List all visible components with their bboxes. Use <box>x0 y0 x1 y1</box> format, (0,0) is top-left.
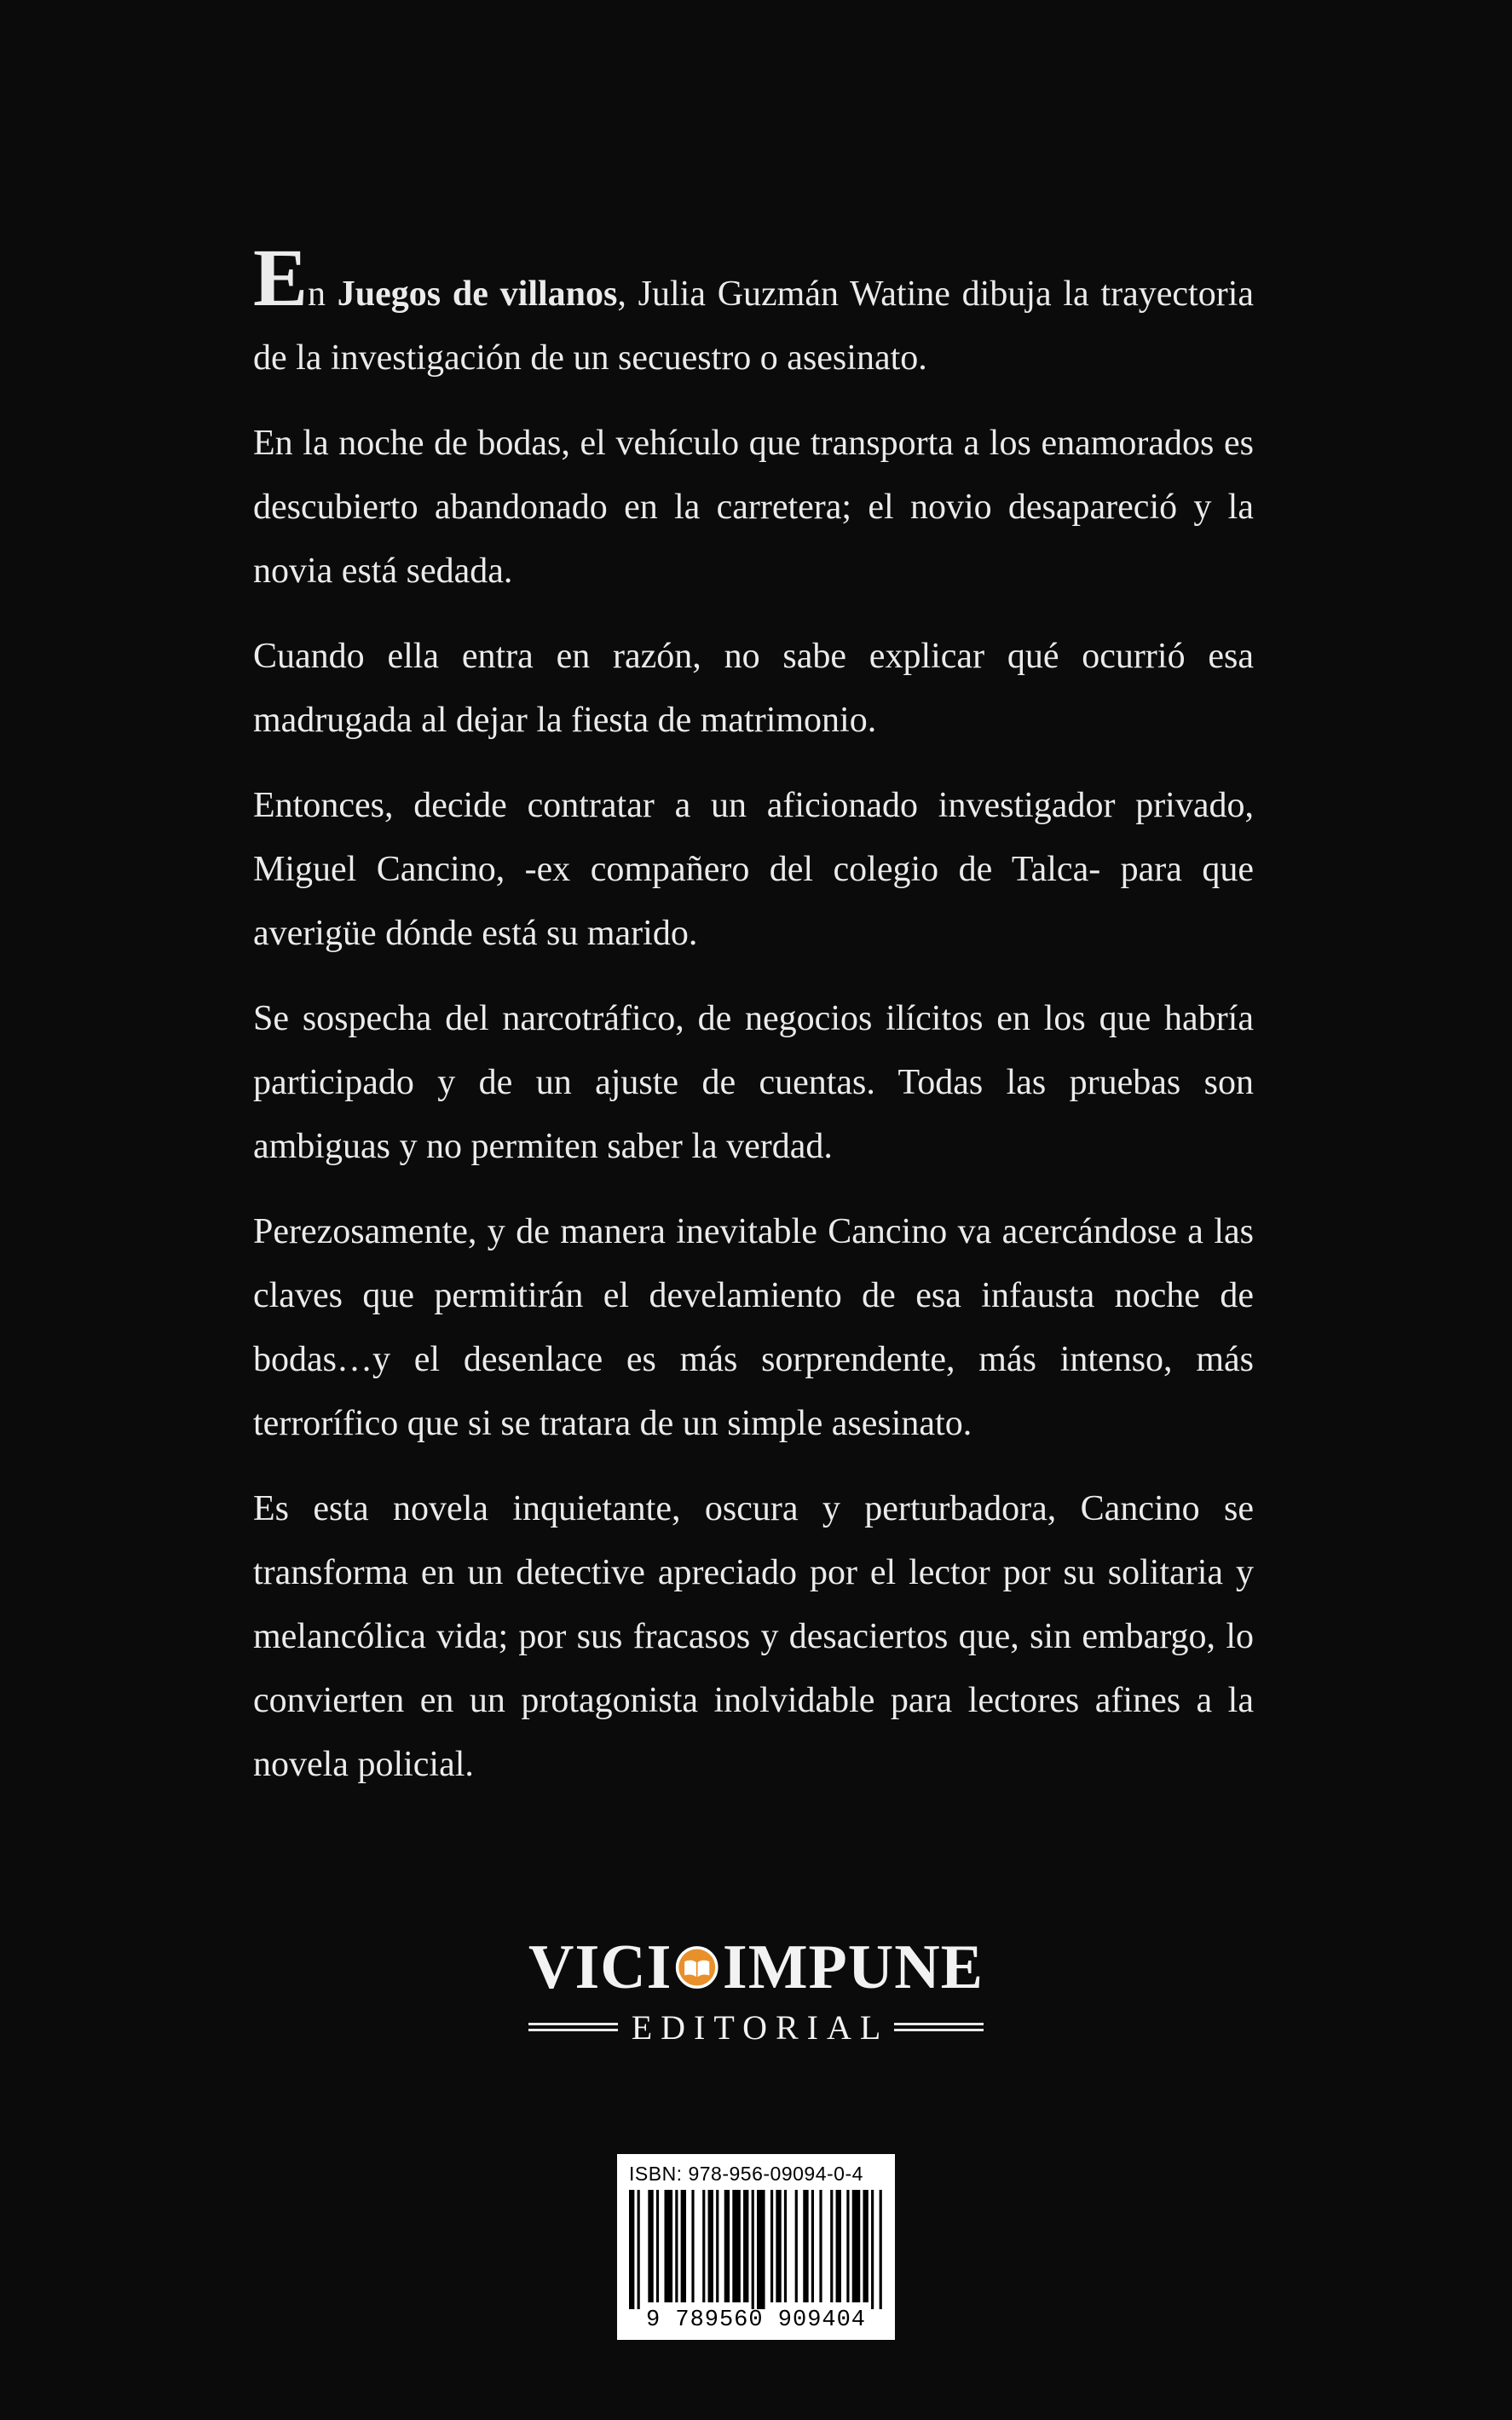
barcode-bar <box>752 2190 754 2309</box>
barcode-bar <box>702 2190 705 2302</box>
blurb-paragraph-2: En la noche de bodas, el vehículo que transporta a los enamorados es descubierto abandonado en la carretera; el novio desapareció y la novia está sedada. <box>253 424 1254 591</box>
publisher-logo-wordmark <box>528 1933 984 2001</box>
barcode-bar <box>664 2190 672 2302</box>
barcode-bar <box>691 2190 694 2302</box>
barcode-bar <box>743 2190 748 2302</box>
barcode-bar <box>724 2190 730 2302</box>
barcode-bar <box>784 2190 787 2302</box>
logo-word-left: VICI <box>528 1932 672 2002</box>
barcode-bar <box>638 2190 640 2309</box>
barcode-bar <box>803 2190 808 2302</box>
logo-subtitle: EDITORIAL <box>631 2007 890 2047</box>
barcode-bar <box>629 2190 634 2309</box>
barcode-bar <box>863 2190 868 2302</box>
barcode-bars <box>629 2190 885 2309</box>
barcode-bar <box>880 2190 882 2309</box>
barcode-bar <box>656 2190 659 2302</box>
back-cover-blurb <box>253 232 1255 1818</box>
publisher-logo <box>528 1932 984 2047</box>
blurb-paragraph-4: Entonces, decide contratar a un aficionado investigador privado, Miguel Cancino, -ex compañero del colegio de Talca- para que averigüe dónde está su marido. <box>253 786 1254 953</box>
logo-rule-right <box>894 2023 984 2031</box>
barcode-bar <box>732 2190 741 2302</box>
blurb-paragraph-7: Es esta novela inquietante, oscura y perturbadora, Cancino se transforma en un detective apreciado por el lector por su solitaria y melancólica vida; por sus fracasos y desaciertos que, sin embargo, lo convierten en un protagonista inolvidable para lectores afines a la novela policial. <box>253 1489 1254 1784</box>
barcode-bar <box>716 2190 718 2302</box>
isbn-barcode <box>617 2154 895 2340</box>
publisher-logo-subtitle-row <box>528 2008 984 2046</box>
logo-rule-left <box>528 2023 618 2031</box>
barcode-bar <box>811 2190 814 2302</box>
barcode-bar <box>681 2190 686 2302</box>
blurb-paragraph-1 <box>253 232 1255 390</box>
logo-word-right: IMPUNE <box>722 1932 984 2002</box>
barcode-bar <box>675 2190 678 2302</box>
barcode-bar <box>852 2190 861 2302</box>
barcode-bar <box>770 2190 773 2302</box>
open-book-icon <box>675 1943 718 1992</box>
blurb-p1-rest: , Julia Guzmán Watine dibuja la trayectoria de la investigación de un secuestro o asesinato. <box>253 274 1255 378</box>
barcode-bar <box>871 2190 874 2309</box>
barcode-bar <box>776 2190 781 2302</box>
drop-cap: E <box>253 232 309 323</box>
barcode-bar <box>708 2190 713 2302</box>
barcode-bar <box>795 2190 798 2302</box>
blurb-paragraph-3: Cuando ella entra en razón, no sabe explicar qué ocurrió esa madrugada al dejar la fiesta de matrimonio. <box>253 637 1254 740</box>
isbn-label: ISBN: 978-956-09094-0-4 <box>629 2163 863 2185</box>
barcode-bar <box>757 2190 765 2309</box>
barcode-bar <box>836 2190 841 2302</box>
book-title: Juegos de villanos <box>337 274 618 314</box>
barcode-bar <box>846 2190 849 2302</box>
barcode-bar <box>830 2190 833 2302</box>
blurb-paragraph-6: Perezosamente, y de manera inevitable Cancino va acercándose a las claves que permitirán el develamiento de esa infausta noche de bodas…y el desenlace es más sorprendente, más intenso, más terrorífico que si se tratara de un simple asesinato. <box>253 1212 1254 1443</box>
blurb-paragraph-5: Se sospecha del narcotráfico, de negocios ilícitos en los que habría participado y de un ajuste de cuentas. Todas las pruebas son ambiguas y no permiten saber la verdad. <box>253 999 1254 1166</box>
blurb-p1-lead: n <box>308 274 338 314</box>
barcode-bar <box>648 2190 653 2302</box>
barcode-bar <box>819 2190 822 2302</box>
barcode-digits: 9 789560 909404 <box>645 2307 867 2333</box>
